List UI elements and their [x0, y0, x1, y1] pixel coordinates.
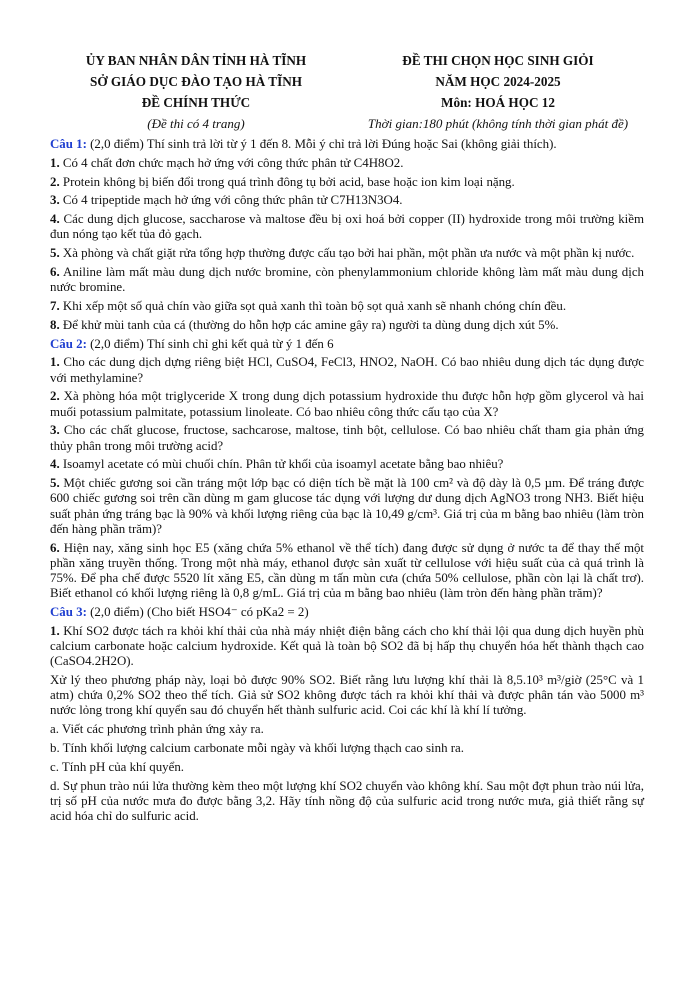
- item-text: Cho các chất glucose, fructose, sachcarose, maltose, tinh bột, cellulose. Có bao nhiêu chất tham gia phản ứng thủy phân trong môi trường acid?: [50, 423, 644, 453]
- list-item: [50, 175, 644, 190]
- exam-title: ĐỀ THI CHỌN HỌC SINH GIỎI: [402, 53, 594, 68]
- item-text: Xà phòng hóa một triglyceride X trong dung dịch potassium hydroxide thu được hỗn hợp gồm glycerol và hai muối potassium palmitate, potassium linoleate. Có bao nhiêu công thức cấu tạo của X?: [50, 389, 644, 419]
- item-number: 3.: [50, 193, 60, 208]
- item-number: 2.: [50, 389, 60, 404]
- item-text: Isoamyl acetate có mùi chuối chín. Phân tử khối của isoamyl acetate bằng bao nhiêu?: [59, 457, 504, 472]
- sub-question-d: d. Sự phun trào núi lửa thường kèm theo một lượng khí SO2 chuyển vào không khí. Sau một đợt phun trào núi lửa, trị số pH của nước mưa đo được bằng 3,2. Hãy tính nồng độ của sulfuric acid trong nước mưa, giả thiết rằng sự acid hóa chỉ do sulfuric acid.: [50, 778, 644, 823]
- subject: Môn: HOÁ HỌC 12: [441, 95, 555, 110]
- list-item: [50, 193, 644, 208]
- item-number: 7.: [50, 298, 60, 313]
- question-2-heading: [50, 337, 644, 352]
- item-number: 8.: [50, 317, 60, 332]
- question-1-heading: [50, 137, 644, 152]
- item-text: Protein không bị biến đổi trong quá trình đông tụ bởi acid, base hoặc ion kim loại nặng.: [59, 174, 515, 189]
- list-item: [50, 318, 644, 333]
- sub-question-c: c. Tính pH của khí quyển.: [50, 759, 185, 774]
- exam-header: [50, 50, 644, 134]
- list-item: [50, 355, 644, 385]
- item-number: 6.: [50, 540, 60, 555]
- list-item: [50, 265, 644, 295]
- authority-name: ỦY BAN NHÂN DÂN TỈNH HÀ TĨNH: [85, 53, 307, 68]
- item-number: 2.: [50, 174, 60, 189]
- item-text: Các dung dịch glucose, saccharose và maltose đều bị oxi hoá bởi copper (II) hydroxide trong môi trường kiềm đun nóng tạo kết tủa đỏ gạch.: [50, 212, 644, 242]
- question-intro: (2,0 điểm) Thí sinh trả lời từ ý 1 đến 8. Mỗi ý chỉ trả lời Đúng hoặc Sai (không giải thích).: [86, 137, 557, 151]
- item-number: 4.: [50, 457, 60, 472]
- question-3-part-1: [50, 624, 644, 670]
- header-left: [50, 50, 342, 134]
- item-text: Khí SO2 được tách ra khỏi khí thải của nhà máy nhiệt điện bằng cách cho khí thải lội qua dung dịch huyền phù calcium carbonate hoặc calcium hydroxide. Kết quả là toàn bộ SO2 đã bị hấp thụ chuyển hóa hết thành thạch cao (CaSO4.2H2O).: [50, 623, 644, 669]
- header-right: [352, 50, 644, 134]
- sub-question-a: a. Viết các phương trình phản ứng xảy ra.: [50, 722, 264, 737]
- item-number: 1.: [50, 623, 60, 638]
- item-text: Hiện nay, xăng sinh học E5 (xăng chứa 5% ethanol về thể tích) đang được sử dụng ở nước ta để thay thế một phần xăng truyền thống. Trong một nhà máy, ethanol được sản xuất từ cellulose với hiệu suất của cả quá trình là 75%. Để pha chế được 5520 lít xăng E5, cần dùng m tấn mùn cưa (chứa 50% cellulose, phần còn lại là chất trơ). Biết ethanol có khối lượng riêng là 0,8 g/mL. Giá trị của m bằng bao nhiêu (làm tròn đến hàng phần trăm)?: [50, 540, 644, 601]
- list-item: [50, 476, 644, 537]
- question-3-heading: [50, 605, 644, 620]
- list-item: [50, 541, 644, 602]
- exam-body: [50, 137, 644, 824]
- item-text: Một chiếc gương soi cần tráng một lớp bạc có diện tích bề mặt là 100 cm² và độ dày là 0,5 µm. Để tráng được 600 chiếc gương soi trên cần dùng m gam glucose tác dụng với lượng dư dung dịch AgNO3 trong NH3. Biết hiệu suất phản ứng tráng bạc là 90% và khối lượng riêng của bạc là 10,49 g/cm³. Giá trị của m bằng bao nhiêu (làm tròn đến hàng phần trăm)?: [50, 476, 644, 536]
- sub-question-b: b. Tính khối lượng calcium carbonate mỗi ngày và khối lượng thạch cao sinh ra.: [50, 740, 464, 755]
- page-count-note: (Đề thi có 4 trang): [147, 116, 245, 131]
- item-text: Khi xếp một số quả chín vào giữa sọt quả xanh thì toàn bộ sọt quả xanh sẽ nhanh chóng chín đều.: [59, 298, 567, 313]
- list-item: [50, 423, 644, 453]
- item-number: 5.: [50, 246, 60, 261]
- list-item: [50, 299, 644, 314]
- item-number: 1.: [50, 155, 60, 170]
- question-intro: (2,0 điểm) (Cho biết HSO4⁻ có pKa2 = 2): [86, 604, 309, 619]
- list-item: [50, 212, 644, 242]
- item-number: 1.: [50, 355, 60, 370]
- list-item: [50, 389, 644, 419]
- official-label: ĐỀ CHÍNH THỨC: [141, 95, 251, 110]
- item-text: Cho các dung dịch dựng riêng biệt HCl, CuSO4, FeCl3, HNO2, NaOH. Có bao nhiêu dung dịch tác dụng được với methylamine?: [50, 355, 644, 385]
- item-number: 5.: [50, 476, 60, 491]
- item-text: Aniline làm mất màu dung dịch nước bromine, còn phenylammonium chloride không làm mất màu dung dịch nước bromine.: [50, 264, 644, 295]
- exam-page: [50, 50, 644, 828]
- question-label: Câu 1:: [50, 137, 87, 151]
- item-text: Có 4 tripeptide mạch hở ứng với công thức phân tử C7H13N3O4.: [59, 193, 403, 208]
- item-text: Có 4 chất đơn chức mạch hở ứng với công thức phân tử C4H8O2.: [59, 155, 404, 170]
- question-label: Câu 3:: [50, 604, 87, 619]
- question-label: Câu 2:: [50, 336, 87, 351]
- duration-note: Thời gian:180 phút (không tính thời gian phát đề): [367, 116, 629, 131]
- list-item: [50, 246, 644, 261]
- item-text: Để khử mùi tanh của cá (thường do hỗn hợp các amine gây ra) người ta dùng dung dịch xút 5%.: [59, 317, 559, 332]
- list-item: [50, 156, 644, 171]
- question-intro: (2,0 điểm) Thí sinh chỉ ghi kết quả từ ý 1 đến 6: [86, 336, 334, 351]
- department-name: SỞ GIÁO DỤC ĐÀO TẠO HÀ TĨNH: [89, 74, 302, 89]
- item-number: 6.: [50, 264, 60, 279]
- item-number: 3.: [50, 423, 60, 438]
- question-3-context: Xử lý theo phương pháp này, loại bỏ được 90% SO2. Biết rằng lưu lượng khí thải là 8,5.10³ m³/giờ (25°C và 1 atm) chứa 0,2% SO2 theo thể tích. Giả sử SO2 không được tách ra khỏi khí thải và được phân tán vào 5000 m³ nước lỏng trong khí quyển sau đó chuyển hết thành sulfuric acid. Coi các khí là khí lí tưởng.: [50, 672, 644, 718]
- list-item: [50, 457, 644, 472]
- item-number: 4.: [50, 212, 60, 227]
- item-text: Xà phòng và chất giặt rửa tổng hợp thường được cấu tạo bởi hai phần, một phần ưa nước và một phần kị nước.: [59, 246, 635, 261]
- school-year: NĂM HỌC 2024-2025: [435, 74, 561, 89]
